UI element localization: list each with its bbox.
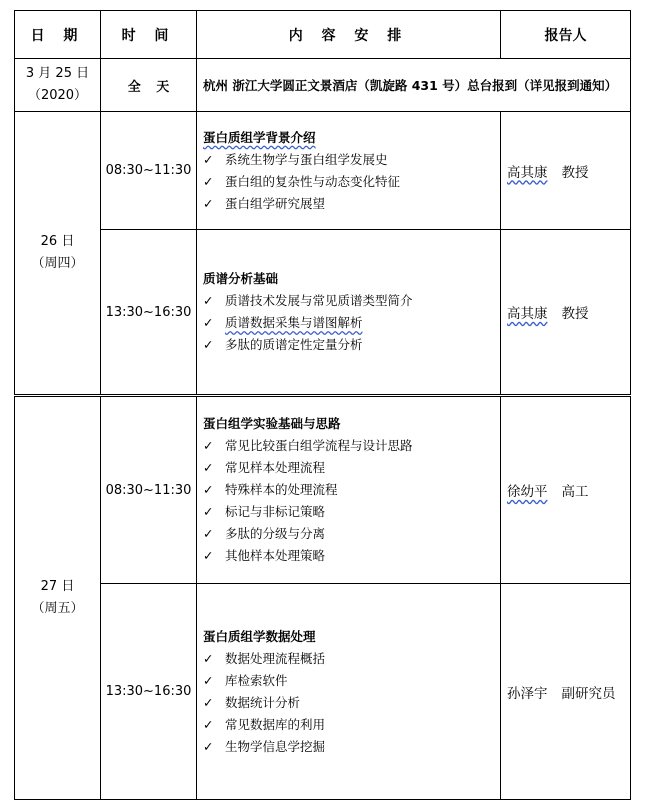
checkmark-icon: ✓ (203, 526, 214, 541)
header-date: 日 期 (15, 11, 101, 59)
checkmark-icon: ✓ (203, 151, 214, 167)
list-item: ✓ 库检索软件 (203, 670, 500, 692)
list-item: ✓ 数据处理流程概括 (203, 648, 500, 670)
list-item: ✓ 多肽的分级与分离 (203, 523, 500, 545)
checkmark-icon: ✓ (203, 504, 214, 519)
checkmark-icon: ✓ (203, 173, 214, 189)
session-time: 08:30~11:30 (101, 112, 197, 230)
registration-row (15, 59, 631, 112)
session-row (15, 396, 631, 584)
session-row (15, 584, 631, 800)
list-item: ✓ 其他样本处理策略 (203, 545, 500, 567)
session-content (197, 230, 501, 396)
day-date: 27 日 （周五） (15, 396, 101, 800)
registration-date: 3 月 25 日 （2020） (15, 59, 101, 112)
session-row (15, 230, 631, 396)
session-speaker: 徐幼平 高工 (501, 396, 631, 584)
session-topic: 蛋白组学实验基础与思路 (203, 416, 341, 431)
list-item: ✓ 质谱技术发展与常见质谱类型简介 (203, 290, 500, 312)
checkmark-icon: ✓ (203, 438, 214, 453)
registration-venue: 杭州 浙江大学圆正文景酒店（凯旋路 431 号）总台报到（详见报到通知） (197, 59, 631, 112)
session-content (197, 396, 501, 584)
checkmark-icon: ✓ (203, 548, 214, 563)
list-item: ✓ 蛋白组学研究展望 (203, 193, 500, 215)
list-item: ✓ 生物学信息学挖掘 (203, 736, 500, 758)
list-item: ✓ 系统生物学与蛋白组学发展史 (203, 149, 500, 171)
session-speaker: 高其康 教授 (501, 112, 631, 230)
day-date: 26 日 （周四） (15, 112, 101, 396)
list-item: ✓ 常见样本处理流程 (203, 457, 500, 479)
list-item: ✓ 特殊样本的处理流程 (203, 479, 500, 501)
checkmark-icon: ✓ (203, 694, 214, 710)
session-content (197, 584, 501, 800)
checkmark-icon: ✓ (203, 460, 214, 475)
checkmark-icon: ✓ (203, 672, 214, 688)
checkmark-icon: ✓ (203, 337, 214, 352)
list-item: ✓ 标记与非标记策略 (203, 501, 500, 523)
session-speaker: 孙泽宇 副研究员 (501, 584, 631, 800)
checkmark-icon: ✓ (203, 738, 214, 754)
list-item: ✓ 常见数据库的利用 (203, 714, 500, 736)
header-speaker: 报告人 (501, 11, 631, 59)
list-item: ✓ 常见比较蛋白组学流程与设计思路 (203, 435, 500, 457)
session-time: 13:30~16:30 (101, 230, 197, 396)
checkmark-icon: ✓ (203, 650, 214, 666)
header-row (15, 11, 631, 59)
list-item: ✓ 蛋白组的复杂性与动态变化特征 (203, 171, 500, 193)
list-item: ✓ 多肽的质谱定性定量分析 (203, 334, 500, 356)
checkmark-icon: ✓ (203, 195, 214, 211)
session-time: 08:30~11:30 (101, 396, 197, 584)
list-item: ✓ 质谱数据采集与谱图解析 (203, 312, 500, 334)
registration-time: 全天 (101, 59, 197, 112)
session-speaker: 高其康 教授 (501, 230, 631, 396)
session-content (197, 112, 501, 230)
header-content: 内 容 安 排 (197, 11, 501, 59)
checkmark-icon: ✓ (203, 716, 214, 732)
session-time: 13:30~16:30 (101, 584, 197, 800)
session-topic: 质谱分析基础 (203, 271, 279, 286)
checkmark-icon: ✓ (203, 293, 214, 308)
session-topic: 蛋白质组学背景介绍 (203, 129, 316, 145)
session-topic: 蛋白质组学数据处理 (203, 628, 316, 644)
session-row (15, 112, 631, 230)
checkmark-icon: ✓ (203, 482, 214, 497)
schedule-table (14, 10, 631, 800)
header-time: 时 间 (101, 11, 197, 59)
list-item: ✓ 数据统计分析 (203, 692, 500, 714)
checkmark-icon: ✓ (203, 315, 214, 330)
